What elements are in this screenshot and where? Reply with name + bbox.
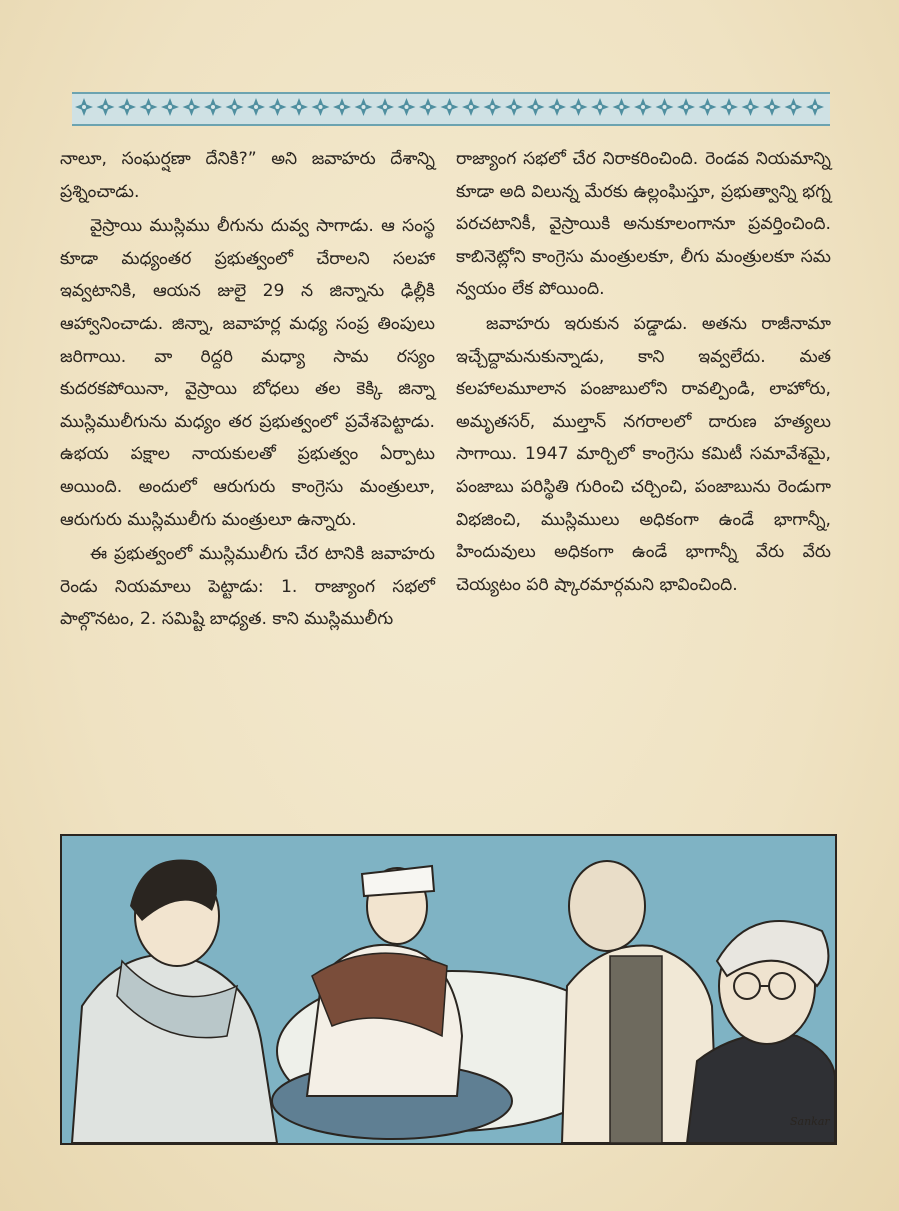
star-motif-icon [591, 98, 609, 116]
right-paragraph-1: రాజ్యాంగ సభలో చేర నిరాకరించింది. రెండవ నియమాన్ని కూడా అది విలున్న మేరకు ఉల్లంఘిస్తూ, ప్రభుత్వాన్ని భగ్న పరచటానికీ, వైస్రాయికి అనుకూలంగానూ ప్రవర్తించింది. కాబినెట్లోని కాంగ్రెసు మంత్రులకూ, లీగు మంత్రులకూ సమ న్వయం లేక పోయింది. [456, 149, 831, 300]
star-motif-icon [742, 98, 760, 116]
star-motif-icon [634, 98, 652, 116]
illustration-leaders-meeting [60, 834, 837, 1145]
star-motif-icon [312, 98, 330, 116]
star-motif-icon [656, 98, 674, 116]
star-motif-icon [75, 98, 93, 116]
left-paragraph-2: వైస్రాయి ముస్లిము లీగును దువ్వ సాగాడు. ఆ సంస్థ కూడా మధ్యంతర ప్రభుత్వంలో చేరాలని సలహా ఇవ్వటానికి, ఆయన జులై 29 న జిన్నాను ఢిల్లీకి ఆహ్వానించాడు. జిన్నా, జవాహర్ల మధ్య సంప్ర తింపులు జరిగాయి. వా రిద్దరి మధ్యా సామ రస్యం కుదరకపోయినా, వైస్రాయి బోధలు తల కెక్కి జిన్నా ముస్లిములీగును మధ్యం తర ప్రభుత్వంలో ప్రవేశపెట్టాడు. ఉభయ పక్షాల నాయకులతో ప్రభుత్వం ఏర్పాటు అయింది. అందులో ఆరుగురు కాంగ్రెసు మంత్రులూ, ఆరుగురు ముస్లిములీగు మంత్రులూ ఉన్నారు. [60, 216, 435, 530]
star-motif-icon [806, 98, 824, 116]
star-motif-icon [290, 98, 308, 116]
star-motif-icon [613, 98, 631, 116]
star-motif-icon [269, 98, 287, 116]
star-pattern-icon [72, 94, 830, 120]
star-motif-icon [677, 98, 695, 116]
star-motif-icon [97, 98, 115, 116]
star-motif-icon [785, 98, 803, 116]
star-motif-icon [462, 98, 480, 116]
star-motif-icon [226, 98, 244, 116]
star-motif-icon [763, 98, 781, 116]
star-motif-icon [355, 98, 373, 116]
star-motif-icon [376, 98, 394, 116]
left-text-column [60, 143, 435, 636]
star-motif-icon [419, 98, 437, 116]
star-motif-icon [505, 98, 523, 116]
left-paragraph-3: ఈ ప్రభుత్వంలో ముస్లిములీగు చేర టానికి జవాహరు రెండు నియమాలు పెట్టాడు: 1. రాజ్యాంగ సభలో పాల్గొనటం, 2. సమిష్టి బాధ్యత. కాని ముస్లిములీగు [60, 544, 435, 630]
right-paragraph-2: జవాహరు ఇరుకున పడ్డాడు. అతను రాజీనామా ఇచ్చేద్దామనుకున్నాడు, కాని ఇవ్వలేదు. మత కలహాలమూలాన పంజాబులోని రావల్పిండి, లాహోరు, అమృతసర్, ముల్తాన్ నగరాలలో దారుణ హత్యలు సాగాయి. 1947 మార్చిలో కాంగ్రెసు కమిటీ సమావేశమై, పంజాబు పరిస్థితి గురించి చర్చించి, పంజాబును రెండుగా విభజించి, ముస్లిములు అధికంగా ఉండే భాగాన్నీ, హిందువులు అధికంగా ఉండే భాగాన్నీ వేరు వేరు చెయ్యటం పరి ష్కారమార్గమని భావించింది. [456, 313, 831, 595]
star-motif-icon [204, 98, 222, 116]
right-text-column [456, 143, 831, 601]
star-motif-icon [118, 98, 136, 116]
star-motif-icon [527, 98, 545, 116]
star-motif-icon [548, 98, 566, 116]
decorative-border [72, 92, 830, 126]
artist-signature: Sankar [790, 1115, 830, 1128]
star-motif-icon [140, 98, 158, 116]
left-paragraph-1: నాలూ, సంఘర్షణా దేనికి?” అని జవాహరు దేశాన్ని ప్రశ్నించాడు. [60, 149, 435, 202]
star-motif-icon [161, 98, 179, 116]
star-motif-icon [570, 98, 588, 116]
star-motif-icon [484, 98, 502, 116]
star-motif-icon [441, 98, 459, 116]
star-motif-icon [699, 98, 717, 116]
star-motif-icon [720, 98, 738, 116]
star-motif-icon [398, 98, 416, 116]
star-motif-icon [333, 98, 351, 116]
star-motif-icon [183, 98, 201, 116]
star-motif-icon [247, 98, 265, 116]
